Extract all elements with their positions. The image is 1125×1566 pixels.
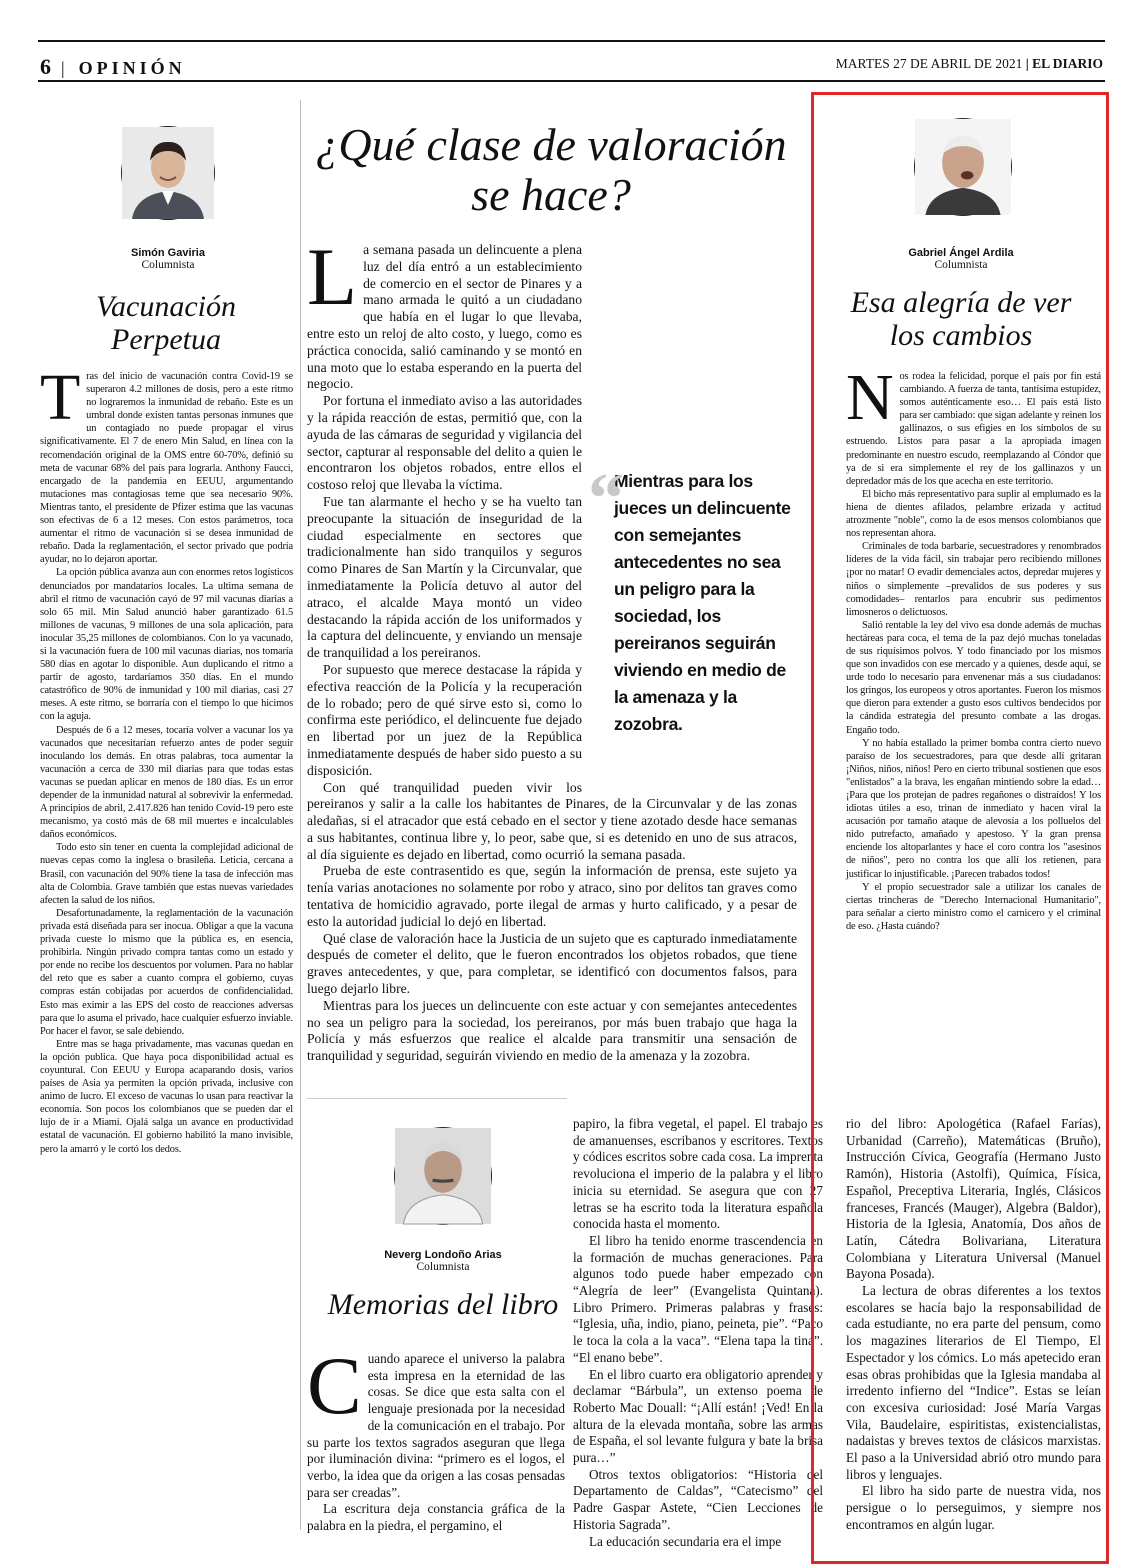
author-name: Gabriel Ángel Ardila <box>908 247 1014 259</box>
column-title-bottom <box>300 1288 586 1321</box>
paragraph: Entre mas se haga privadamente, mas vacunas quedan en la opción publica. Que haya poca disponibilidad actual es coyuntural. Con EEUU y Europa acaparando dosis, varios países de Asia ya permiten la opción privada, inclusive con animo de lucro. El exceso de vacunas lo usan para reactivar la economía. Son pocos los colombianos que se pueden dar el lujo de ir a Miami. Ojalá salga un avance en productividad estatal de vacunación. El gobierno habilitó la mano invisible, pero la amarró y le cortó los dedos. <box>40 1038 293 1155</box>
paragraph: La educación secundaria era el impe <box>589 1533 782 1549</box>
title-line-1: Vacunación <box>96 290 236 323</box>
paragraph: Después de 6 a 12 meses, tocaría volver a vacunar los ya vacunados que necesitarían refuerzo antes de poder seguir inoculando los demás. En otras palabras, toca aumentar la vacunación a cerca de 330 mil diarias para que todas estas vacunas se puedan aplicar en menos de 180 días. Es un error depender de la inmunidad natural al sobrevivir la enfermedad. A principios de abril, 2.417.826 han tenido Covid-19 pero este mecanismo, ya costó más de 68 mil muertes e incalculables daños económicos. <box>40 724 293 841</box>
bottom-col1-body <box>307 1340 565 1534</box>
author-role: Columnista <box>141 259 195 271</box>
paragraph: Con qué tranquilidad pueden vivir los pereiranos y salir a la calle los habitantes de Pinares, de la Circunvalar y de las zonas aledañas, si el atracador que está cebado en el sector y tiene azotado desde hace semanas a sus habitantes, continua libre y, lo peor, sabe que, si es detenido en uno de sus atracos, al día siguiente es dejado en libertad, como ocurrió la semana pasada. <box>307 779 797 862</box>
paragraph: La lectura de obras diferentes a los textos escolares se hacía bajo la responsabilidad de cada estudiante, no era parte del pensum, como los magazines literarios de El Tiempo, El Espectador y los cómics. Lo más apetecido eran esas obras prohibidas que la Iglesia mandaba al irredento infierno del “Indice”. Estas se leían con excesiva curiosidad: José María Vargas Vila, Baudelaire, espiritistas, existencialistas, nadaistas y breves textos de clásicos marxistas. El paso a la Universidad abrió otro mundo para libros y lenguajes. <box>846 1283 1101 1482</box>
paragraph: La opción pública avanza aun con enormes retos logísticos denunciados por mandatarios locales. La ultima semana de abril el ritmo de vacunación cayó de 97 mil vacunas diarias a solo 65 mil. Min Salud anunció haber garantizado 61.5 millones de vacunas, 9 millones de una sola aplicación, para inocular 35,25 millones de colombianos. Con lo ya vacunado, si la vacunación fuera de 100 mil vacunas diarias, nos tomaría 580 días en agotar lo disponible. Aun duplicando el ritmo a partir de agosto, tardaríamos 350 días. En el mundo catastrófico de 90% de inmunidad y 100 mil diarias, casi 27 meses. A este ritmo, se borraría con el tiempo lo que hicimos con la aguja. <box>40 567 293 723</box>
paragraph: El libro ha sido parte de nuestra vida, nos persigue o lo perseguimos, y siempre nos encontramos en algún lugar. <box>846 1483 1101 1532</box>
author-name: Neverg Londoño Arias <box>384 1249 502 1261</box>
title-line-2: los cambios <box>889 319 1033 352</box>
paragraph: Otros textos obligatorios: “Historia del Departamento de Caldas”, “Catecismo” del Padre Gaspar Astete, “Cien Lecciones de Historia Sagrada”. <box>573 1466 823 1532</box>
header-rule <box>38 80 1105 82</box>
issue-date: MARTES 27 DE ABRIL DE 2021 <box>835 56 1023 71</box>
pull-quote-text: Mientras para los jueces un delincuente con semejantes antecedentes no sea un peligro para la sociedad, los pereiranos seguirán viviendo en medio de la amenaza y la zozobra. <box>614 471 791 734</box>
title-line-2: Perpetua <box>111 323 221 356</box>
author-byline-bottom <box>330 1249 556 1273</box>
paragraph: uando aparece el universo la palabra esta impresa en la eternidad de las cosas. Se dice que esta salta con el lenguaje presionada por la necesidad de la comunicación en el trabajo. Por su parte los textos sagrados aseguran que llega por iluminación divina: “primero es el logos, el verbo, la idea que da origen a las cosas pensadas para ser creadas”. <box>307 1351 565 1500</box>
section-name: OPINIÓN <box>78 58 186 78</box>
paragraph: ras del inicio de vacunación contra Covid-19 se superaron 4.2 millones de dosis, pero a este ritmo no lograremos la inmunidad de rebaño. Este es un umbral donde existen tantas personas inmunes que un contagiado no puede propagar el virus significativamente. El 7 de enero Min Salud, en línea con la recomendación original de la OMS entre 60-70%, definió su meta de vacunar 68% del país para lograrla. Anthony Faucci, encargado de la pandemia en EEUU, argumentando mutaciones mas contagiosas teme que sea necesario 90%. Mientras tanto, el presidente de Pfizer estima que las vacunas son efectivas de 6 a 12 meses. Con estos parámetros, toca aumentar el ritmo de vacunación si se desea inmunidad de rebaño. Dada la reglamentación, el sector privado que podría ayudar, no lo dejaron aportar. <box>40 371 293 566</box>
paragraph: Y no había estallado la primer bomba contra cierto nuevo paraíso de los secuestradores, para que desde allí gritaran ¡Niños, niños, niños! Pero en cierto tribunal sostienen que esos "enlistados" a la brava, les engañan mintiendo sobre la edad… ¡Para que los protejan de padres regañones o distraídos! Y los idiotas útiles a eso, trinan de inmediato y hacen viral la acusación por tamaño ataque de alevosía a los polluelos del nido putrefacto, amañado y apestoso. Y la gran prensa enciende los altoparlantes y hace el coro contra los "asesinos de niños", pero no contra los que allí los retienen, para justificar lo injustificable. ¡Parecen trabados todos! <box>846 737 1101 880</box>
paragraph: Por fortuna el inmediato aviso a las autoridades y la rápida reacción de estas, permitió que, con la ayuda de las cámaras de seguridad y vigilancia del sector, capturar al responsable del delito a quien le encontraron los objetos robados, entre ellos el costoso reloj que llevaba la víctima. <box>307 393 582 493</box>
author-photo-neverg-londono <box>394 1127 492 1225</box>
author-name: Simón Gaviria <box>131 247 205 259</box>
drop-cap: N <box>846 361 894 434</box>
paragraph: os rodea la felicidad, porque el país por fin está cambiando. A fuerza de tanta, tantísima estupidez, somos auténticamente eso… El país está listo para ser cambiado: que sigan adelante y reinen los gallinazos, o sus efigies en los símbolos de su estruendo. Listos para pasar a la apropiada imagen predominante en nuestro escudo, reemplazando al Cóndor que ya de si era simplemente el rey de los gallinazos y un depredador más de los que acecha en este territorio. <box>846 371 1101 487</box>
author-photo-simon-gaviria <box>121 126 215 220</box>
left-column-body <box>40 361 293 1525</box>
paragraph: Y el propio secuestrador sale a utilizar los canales de ciertas trincheras de "Derecho Internacional Humanitario", para señalar a cierto ministro como el carnicero y el criminal de eso. ¿Hasta cuándo? <box>846 881 1101 932</box>
paragraph: Salió rentable la ley del vivo esa donde además de muchas hectáreas para coca, el tema de la paz dejó muchas toneladas de sus riquísimos polvos. Y todo financiado por los mismos que son invadidos con ese mercado y a quienes, desde aquí, se urde todo lo necesario para envenenar más a sus ciudadanos: los gringos, los europeos y otros aportantes. Fueron los mismos que dieron para extender a gusto esos cultivos bendecidos por la cándida estrategia del presunto combate a las drogas. Engaño todo. <box>846 619 1101 736</box>
paragraph: La escritura deja constancia gráfica de la palabra en la piedra, el pergamino, el <box>307 1501 565 1534</box>
paragraph: Fue tan alarmante el hecho y se ha vuelto tan preocupante la situación de inseguridad de la ciudad especialmente en sectores que tradicionalmente han sido tranquilos y seguros como Pinares de San Martín y la Circunvalar, que inmediatamente la Policía detuvo al autor del atraco, el alcalde Maya montó un video destacando la rápida acción de los uniformados y la captura del delincuente, y enviando un mensaje de tranquilidad a los pereiranos. <box>307 493 582 661</box>
paragraph: Desafortunadamente, la reglamentación de la vacunación privada está diseñada para ser inocua. Obligar a que la vacuna privada cueste lo mismo que la pública es, en esencia, prohibirla. Ningún privado compra tantas como un estado y por ende no recibe los descuentos por volumen. Para no hablar del reto que es saber a cuanto compra el gobierno, cuyas compras están cobijadas por acuerdos de confidencialidad. Esto mas eximir a las EPS del costo de reacciones adversas para que lo asuma el privado, hace cualquier esfuerzo inviable. Por hacer el favor, se sale debiendo. <box>40 907 293 1037</box>
bottom-col2-body <box>573 1116 823 1549</box>
page-number: 6 <box>40 54 51 79</box>
paragraph: El bicho más representativo para suplir al emplumado es la hiena de dientes afilados, pelambre erizada y actitud atrozmente "noble", como la de esos mensos colombianos que nos representan ahora. <box>846 488 1101 540</box>
bottom-article-rule <box>307 1098 567 1099</box>
drop-cap: L <box>307 231 358 322</box>
header-separator: | <box>61 58 69 78</box>
author-byline-left <box>60 247 276 271</box>
portrait-icon <box>122 127 214 219</box>
paragraph: papiro, la fibra vegetal, el papel. El trabajo es de amanuenses, escribanos y escritores. Textos y códices escritos sobre cada cosa. La imprenta revoluciona el imperio de la palabra y el libro inicia su eternidad. Se asegura que con 27 letras se ha escrito toda la literatura española conocida hasta el momento. <box>573 1116 823 1232</box>
page-header-right: MARTES 27 DE ABRIL DE 2021 | EL DIARIO <box>835 56 1103 71</box>
portrait-icon <box>395 1128 491 1224</box>
title-line-1: Esa alegría de ver <box>850 286 1072 319</box>
paragraph: Mientras para los jueces un delincuente con este actuar y con semejantes antecedentes no sea un peligro para la sociedad, los pereiranos, por más buen trabajo que haga la Policía y más esfuerzos que realice el alcalde para transmitir una sensación de tranquilidad y seguridad, seguirán viviendo en medio de la amenaza y la zozobra. <box>307 997 797 1064</box>
paragraph: Prueba de este contrasentido es que, según la información de prensa, este sujeto ya tenía varias anotaciones no solamente por robo y atraco, sino por delitos tan graves como tentativa de homicidio agravado, porte ilegal de armas y hurto calificado, y a pesar de esto la autoridad judicial lo dejó en libertad. <box>307 863 797 929</box>
headline-line-1: ¿Qué clase de valoración <box>315 119 787 170</box>
title-line-1: Memorias del libro <box>327 1288 559 1321</box>
page-header-left <box>40 54 186 80</box>
newspaper-name: EL DIARIO <box>1032 56 1103 71</box>
drop-cap: C <box>307 1340 362 1431</box>
highlight-box <box>811 92 1109 1564</box>
quote-mark-icon: “ <box>588 458 624 538</box>
top-rule <box>38 40 1105 42</box>
author-role: Columnista <box>934 259 988 271</box>
paragraph: Todo esto sin tener en cuenta la complejidad adicional de nuevas cepas como la inglesa o brasileña. Leticia, cercana a Brasil, con vacunación del 90% tiene la tasa de infección mas alta de Colombia. Grave también que estas nuevas variedades afecten la salud de los niños. <box>40 842 293 906</box>
drop-cap: T <box>40 361 81 434</box>
paragraph: a semana pasada un delincuente a plena luz del día entró a un establecimiento de comercio en el sector de Pinares y a mano armada le quitó a un ciudadano que había en el lugar lo que llevaba, entre esto un reloj de alto costo, y luego, como es práctica conocida, salió caminando y se montó en una moto que lo estaba esperando en la puerta del negocio. <box>307 242 582 392</box>
paragraph: Criminales de toda barbarie, secuestradores y renombrados líderes de la vida fácil, sin trabajar pero recibiendo millones ¡por no matar! O evadir demenciales actos, depredar mujeres y niños o simplemente –prevalidos de sus poderes y sus comodidades– rentarlos para encubrir sus pedimentos limosneros o delictuosos. <box>846 541 1101 618</box>
main-headline <box>296 120 806 220</box>
paragraph: Qué clase de valoración hace la Justicia de un sujeto que es capturado inmediatamente después de cometer el delito, que le fueron encontrados los objetos robados, que tiene graves antecedentes, y que, para completar, se identificó con documentos falsos, para luego dejarlo libre. <box>307 930 797 997</box>
paragraph: En el libro cuarto era obligatorio aprender y declamar “Bárbula”, un extenso poema de Roberto Mac Douall: “¡Allí están! ¡Ved! En la altura de la elevada montaña, sobre las armas de España, el sol levante fulgura y bate la brisa pura…” <box>573 1366 823 1466</box>
author-role: Columnista <box>416 1261 470 1273</box>
pull-quote <box>588 458 793 738</box>
paragraph: El libro ha tenido enorme trascendencia en la formación de muchas generaciones. Para algunos todo puede haber empezado con “Alegría de leer” (Evangelista Quintana). Libro Primero. Primeras palabras y frases: “Iglesia, uña, indio, piano, peineta, pie”. “Paco le toca la cola a la vaca”. “Elena tapa la tina”. “El enano bebe”. <box>573 1232 823 1365</box>
paragraph: rio del libro: Apologética (Rafael Farías), Urbanidad (Carreño), Matemáticas (Bruño), Instrucción Cívica, Geografía (Hermano Justo Ramón), Historia (Astolfi), Química, Física, Español, Preceptiva Literaria, Inglés, Clásicos franceses, Francés (Mauger), Algebra (Baldor), Historia de la Iglesia, Anatomía, Dos años de Latín, Cátedra Bolivariana, Literatura Colombiana y Literatura Universal (Manuel Bayona Posada). <box>846 1116 1101 1282</box>
paragraph: Por supuesto que merece destacase la rápida y efectiva reacción de la Policía y la recuperación de lo robado; pero de qué sirve esto si, como lo confirma este periódico, el delincuente fue dejado en libertad por un juez de la República inmediatamente después de haber sido puesto a su disposición. <box>307 661 582 778</box>
column-title-left <box>40 290 292 356</box>
headline-line-2: se hace? <box>471 169 631 220</box>
